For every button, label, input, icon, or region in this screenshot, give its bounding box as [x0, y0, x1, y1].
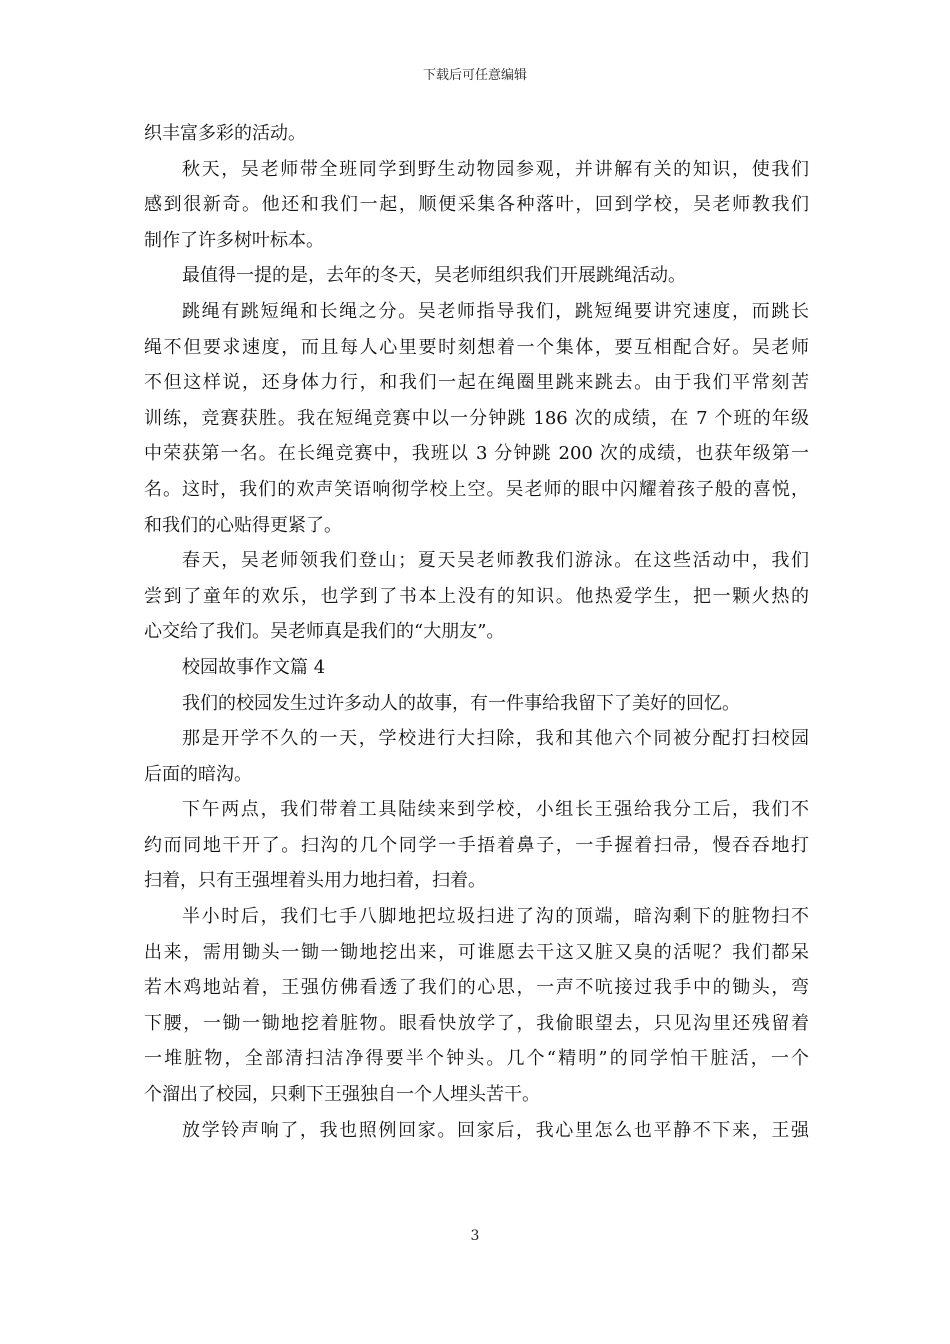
- text-line: 个溜出了校园，只剩下王强独自一个人埋头苦干。: [144, 1084, 540, 1106]
- text-line: 训练，竞赛获胜。我在短绳竞赛中以一分钟跳 186 次的成绩，在 7 个班的年级: [144, 407, 809, 429]
- text-line: 不但这样说，还身体力行，和我们一起在绳圈里跳来跳去。由于我们平常刻苦: [144, 372, 809, 394]
- text-line: 和我们的心贴得更紧了。: [144, 514, 342, 536]
- text-line: 下午两点，我们带着工具陆续来到学校，小组长王强给我分工后，我们不: [182, 799, 809, 821]
- page-header: 下载后可任意编辑: [422, 68, 527, 83]
- text-line: 跳绳有跳短绳和长绳之分。吴老师指导我们，跳短绳要讲究速度，而跳长: [182, 300, 809, 322]
- text-line: 感到很新奇。他还和我们一起，顺便采集各种落叶，回到学校，吴老师教我们: [144, 194, 809, 216]
- text-line: 秋天，吴老师带全班同学到野生动物园参观，并讲解有关的知识，使我们: [182, 158, 809, 180]
- text-line: 约而同地干开了。扫沟的几个同学一手捂着鼻子，一手握着扫帚，慢吞吞地打: [144, 834, 809, 856]
- text-line: 最值得一提的是，去年的冬天，吴老师组织我们开展跳绳活动。: [182, 265, 686, 287]
- text-line: 那是开学不久的一天，学校进行大扫除，我和其他六个同被分配打扫校园: [182, 728, 809, 750]
- document-body: [144, 116, 809, 1148]
- text-line: 若木鸡地站着，王强仿佛看透了我们的心思，一声不吭接过我手中的锄头，弯: [144, 977, 809, 999]
- text-line: 春天，吴老师领我们登山；夏天吴老师教我们游泳。在这些活动中，我们: [182, 550, 809, 572]
- text-line: 心交给了我们。吴老师真是我们的“大朋友”。: [144, 621, 505, 643]
- page-number: 3: [470, 1228, 480, 1244]
- text-line: 织丰富多彩的活动。: [144, 123, 306, 144]
- text-line: 下腰，一锄一锄地挖着脏物。眼看快放学了，我偷眼望去，只见沟里还残留着: [144, 1012, 809, 1034]
- text-line: 我们的校园发生过许多动人的故事，有一件事给我留下了美好的回忆。: [182, 692, 740, 714]
- text-line: 校园故事作文篇 4: [182, 656, 326, 678]
- text-line: 扫着，只有王强埋着头用力地扫着，扫着。: [144, 870, 486, 892]
- text-line: 制作了许多树叶标本。: [144, 229, 324, 251]
- text-line: 中荣获第一名。在长绳竞赛中，我班以 3 分钟跳 200 次的成绩，也获年级第一: [144, 443, 809, 465]
- text-line: 放学铃声响了，我也照例回家。回家后，我心里怎么也平静不下来，王强: [182, 1119, 809, 1141]
- text-line: 一堆脏物，全部清扫洁净得要半个钟头。几个“精明”的同学怕干脏活，一个: [144, 1048, 809, 1070]
- text-line: 出来，需用锄头一锄一锄地挖出来，可谁愿去干这又脏又臭的活呢？我们都呆: [144, 941, 809, 963]
- text-line: 名。这时，我们的欢声笑语响彻学校上空。吴老师的眼中闪耀着孩子般的喜悦，: [144, 478, 809, 500]
- text-line: 尝到了童年的欢乐，也学到了书本上没有的知识。他热爱学生，把一颗火热的: [144, 585, 809, 607]
- text-line: 绳不但要求速度，而且每人心里要时刻想着一个集体，要互相配合好。吴老师: [144, 336, 809, 358]
- text-line: 后面的暗沟。: [144, 763, 252, 785]
- text-line: 半小时后，我们七手八脚地把垃圾扫进了沟的顶端，暗沟剩下的脏物扫不: [182, 906, 809, 928]
